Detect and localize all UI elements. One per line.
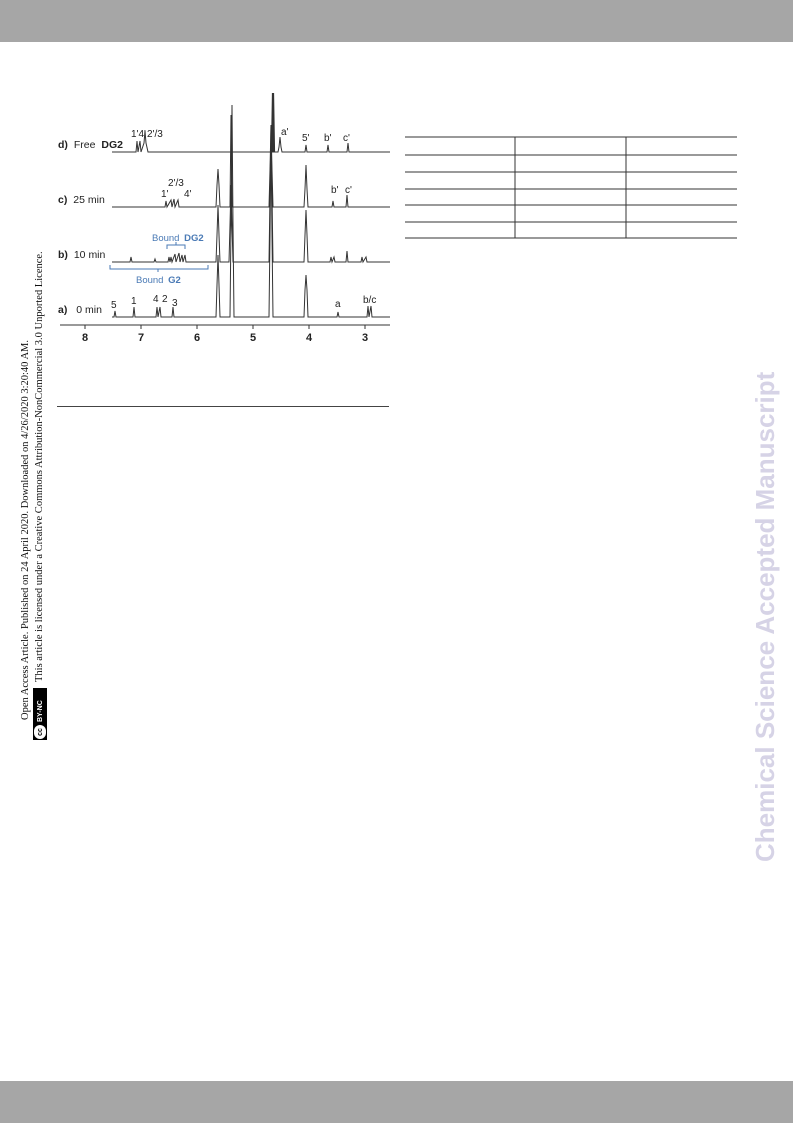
data-table xyxy=(405,136,737,240)
x-tick-label: 6 xyxy=(193,332,201,344)
access-statement: Open Access Article. Published on 24 April 2020. Downloaded on 4/26/2020 3:20:40 AM. xyxy=(20,339,31,720)
cc-badge-text: BY-NC xyxy=(36,700,44,722)
peak-label-a: a xyxy=(335,299,341,310)
peak-label-a: 2 xyxy=(162,294,168,305)
x-tick-label: 7 xyxy=(137,332,145,344)
x-tick-label: 4 xyxy=(305,332,313,344)
table-grid-svg xyxy=(405,136,737,240)
peak-label-a: b/c xyxy=(363,295,377,306)
trace-label-b: b) 10 min xyxy=(58,249,106,261)
bound-dg2-label: Bound DG2 xyxy=(152,233,204,244)
x-tick-label: 8 xyxy=(81,332,89,344)
peak-label-d: c' xyxy=(343,133,350,144)
bound-annotations xyxy=(110,233,208,286)
license-statement[interactable]: This article is licensed under a Creative Commons Attribution-NonCommercial 3.0 Unported Licence. xyxy=(34,251,45,682)
cc-license-badge[interactable] xyxy=(33,688,47,740)
x-tick-label: 5 xyxy=(249,332,257,344)
peak-label-d: a' xyxy=(281,127,289,138)
header-band xyxy=(0,0,793,42)
peak-label-a: 4 xyxy=(153,294,159,305)
peak-label-d: b' xyxy=(324,133,332,144)
nmr-spectra-figure xyxy=(40,85,400,375)
x-tick-label: 3 xyxy=(361,332,369,344)
cc-icon: cc xyxy=(34,725,46,739)
figure-caption-rule xyxy=(57,406,389,407)
peak-label-d: 5' xyxy=(302,133,310,144)
peak-label-c: c' xyxy=(345,185,352,196)
peak-label-a: 5 xyxy=(111,300,117,311)
x-axis-ticks xyxy=(85,325,365,329)
peak-label-d: 2'/3 xyxy=(147,129,163,140)
peak-label-c: b' xyxy=(331,185,339,196)
peak-label-a: 1 xyxy=(131,296,137,307)
peak-label-d: 1'4' xyxy=(131,129,146,140)
peak-label-a: 3 xyxy=(172,298,178,309)
peak-label-c: 2'/3 xyxy=(168,178,184,189)
trace-label-c: c) 25 min xyxy=(58,194,105,206)
nmr-spectra-svg xyxy=(40,85,400,375)
bound-g2-bracket xyxy=(110,265,208,272)
accepted-manuscript-watermark: Chemical Science Accepted Manuscript xyxy=(750,371,780,862)
peak-label-c: 4' xyxy=(184,189,192,200)
bound-g2-label: Bound G2 xyxy=(136,275,181,286)
trace-label-a: a) 0 min xyxy=(58,304,102,316)
trace-label-d: d) Free DG2 xyxy=(58,139,123,151)
footer-band xyxy=(0,1081,793,1123)
peak-label-c: 1' xyxy=(161,189,169,200)
